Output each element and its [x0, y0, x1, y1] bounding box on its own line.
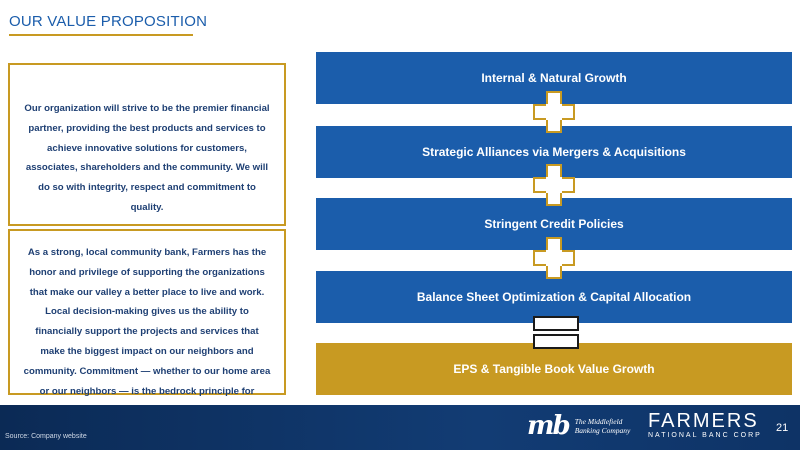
- mission-text: Our organization will strive to be the premier financial partner, providing the best products and services to achieve innovative solutions for customers, associates, shareholders and the community. We will do so with integrity, respect and commitment to quality.: [24, 103, 270, 213]
- farmers-logo-word: FARMERS: [648, 410, 759, 432]
- equals-icon: [533, 316, 579, 331]
- plus-icon: [533, 164, 575, 206]
- equation-bar-balance-sheet: Balance Sheet Optimization & Capital Allocation: [316, 271, 792, 323]
- mb-logo-mark: mb: [527, 411, 569, 441]
- page-title: OUR VALUE PROPOSITION: [9, 13, 208, 30]
- page-number: 21: [776, 422, 789, 434]
- mb-logo-name: The Middlefield Banking Company: [574, 417, 631, 435]
- mb-logo: [527, 411, 630, 441]
- farmers-logo-subtitle: NATIONAL BANC CORP: [648, 432, 762, 439]
- source-note: Source: Company website: [5, 433, 87, 440]
- farmers-logo: [648, 410, 762, 439]
- plus-icon: [533, 237, 575, 279]
- equation-bar-internal-growth: Internal & Natural Growth: [316, 52, 792, 104]
- equation-bar-strategic-alliances: Strategic Alliances via Mergers & Acquisitions: [316, 126, 792, 178]
- equation-result-bar: EPS & Tangible Book Value Growth: [316, 343, 792, 395]
- mission-panel: [8, 63, 286, 226]
- equation-bar-credit-policies: Stringent Credit Policies: [316, 198, 792, 250]
- title-underline: [9, 34, 193, 36]
- equals-icon: [533, 334, 579, 349]
- plus-icon: [533, 91, 575, 133]
- community-panel: [8, 229, 286, 395]
- community-text: As a strong, local community bank, Farmers has the honor and privilege of supporting the organizations that make our valley a better place to live and work. Local decision-making gives us the ability to financially support the projects and services that make the biggest impact on our neighbors and community. Commitment — whether to our home area or our neighbors — is the bedrock principle for: [23, 247, 271, 397]
